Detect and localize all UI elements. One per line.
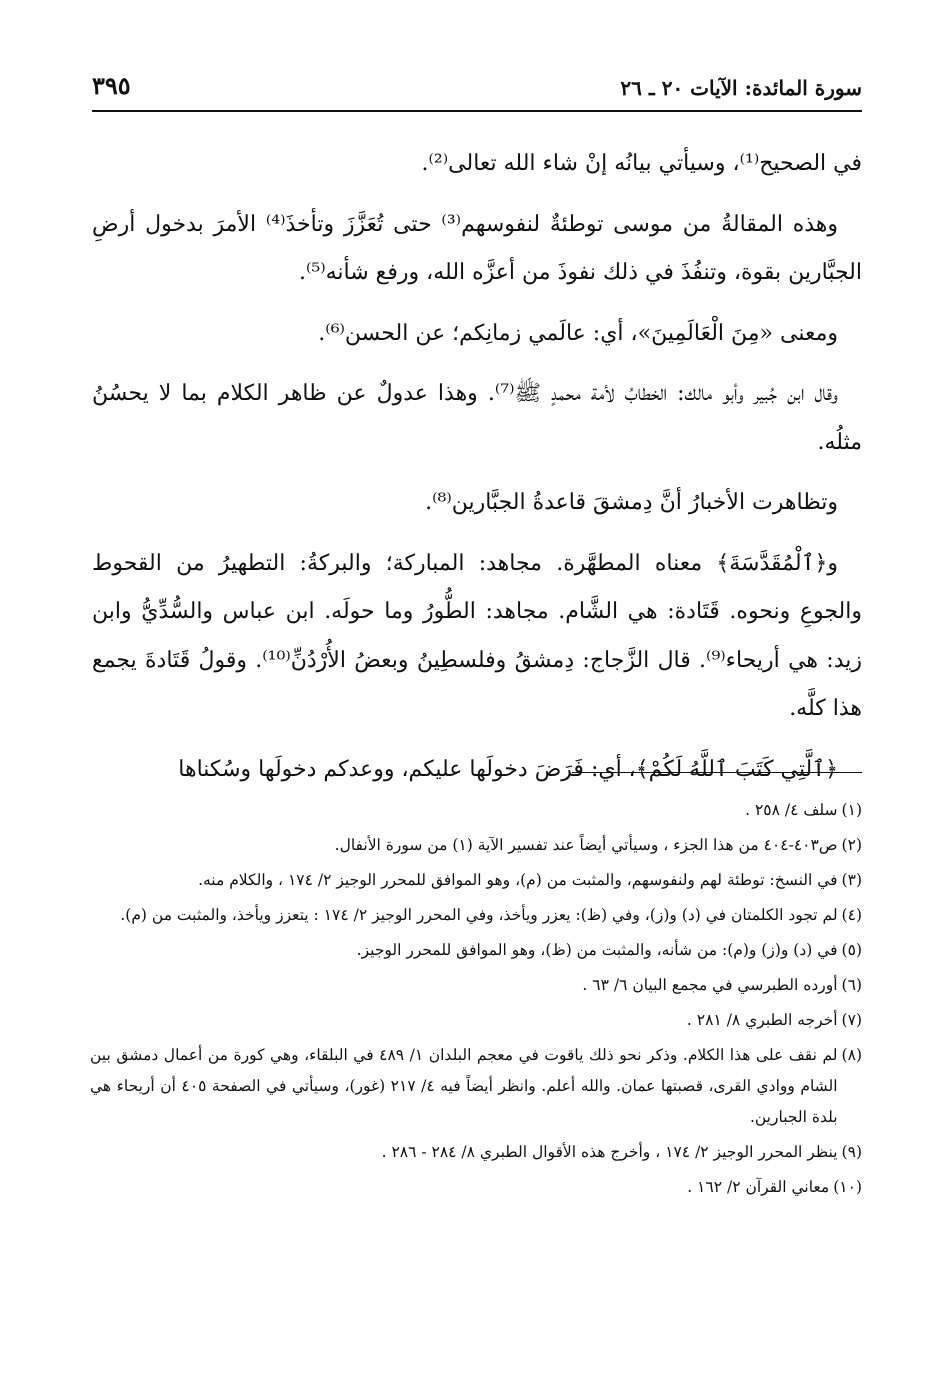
paragraph: وقال ابن جُبير وأبو مالك: الخطابُ لأمة محمدٍ ﷺ⁽⁷⁾. وهذا عدولٌ عن ظاهر الكلام بما لا يحسُنُ مثلُه.	[92, 381, 862, 455]
paragraph: وهذه المقالةُ من موسى توطئةٌ لنفوسهم⁽³⁾ حتى تُعَزَّزَ وتأخذَ⁽⁴⁾ الأمرَ بدخول أرضِ الجبَّارين بقوة، وتنفُذَ في ذلك نفوذَ من أعزَّه الله، ورفع شأنه⁽⁵⁾.	[92, 211, 862, 285]
footnotes	[90, 795, 862, 1207]
main-text	[92, 140, 862, 806]
footnote-number: (١)	[841, 801, 862, 819]
footnote-text: ص٤٠٣-٤٠٤ من هذا الجزء ، وسيأتي أيضاً عند تفسير الآية (١) من سورة الأنفال.	[334, 836, 838, 854]
footnote-number: (٣)	[841, 871, 862, 889]
header-title: سورة المائدة: الآيات ٢٠ ـ ٢٦	[620, 76, 862, 100]
footnote-text: معاني القرآن ٢/ ١٦٢ .	[687, 1178, 830, 1196]
footnote-text: أخرجه الطبري ٨/ ٢٨١ .	[686, 1011, 838, 1029]
footnote	[90, 900, 862, 931]
footnote-number: (٥)	[841, 941, 862, 959]
page-number: ٣٩٥	[92, 71, 131, 100]
paragraph: في الصحيح⁽¹⁾، وسيأتي بيانُه إنْ شاء الله تعالى⁽²⁾.	[421, 151, 862, 176]
footnote-number: (٢)	[841, 836, 862, 854]
header-rule	[92, 110, 862, 112]
running-header	[92, 62, 862, 100]
footnote-number: (٦)	[841, 976, 862, 994]
footnote	[90, 1040, 862, 1133]
footnote-text: أورده الطبرسي في مجمع البيان ٦/ ٦٣ .	[582, 976, 838, 994]
footnote-text: في النسخ: توطئة لهم ولنفوسهم، والمثبت من (م)، وهو الموافق للمحرر الوجيز ٢/ ١٧٤ ، والكلام منه.	[198, 871, 838, 889]
footnote	[90, 1005, 862, 1036]
paragraph: ﴿ٱلَّتِي كَتَبَ ٱللَّهُ لَكُمْ﴾، أي: فَرَضَ دخولَها عليكم، ووعدكم دخولَها وسُكناها	[178, 756, 838, 782]
footnote	[90, 1137, 862, 1168]
paragraph: ومعنى «مِنَ الْعَالَمِينَ»، أي: عالَمي زمانِكم؛ عن الحسن⁽⁶⁾.	[318, 320, 838, 346]
footnote	[90, 865, 862, 896]
footnote-text: لم تجود الكلمتان في (د) و(ز)، وفي (ظ): يعزر ويأخذ، وفي المحرر الوجيز ٢/ ١٧٤ : يتعزز ويأخذ، والمثبت من (م).	[120, 906, 838, 924]
footnote-separator	[572, 772, 862, 773]
footnote-text: ينظر المحرر الوجيز ٢/ ١٧٤ ، وأخرج هذه الأقوال الطبري ٨/ ٢٨٤ - ٢٨٦ .	[381, 1143, 838, 1161]
footnote-text: سلف ٤/ ٢٥٨ .	[745, 801, 838, 819]
footnote-number: (٩)	[841, 1143, 862, 1161]
footnote-number: (١٠)	[833, 1178, 862, 1196]
paragraph: و﴿ٱلْمُقَدَّسَةَ﴾ معناه المطهَّرة. مجاهد: المباركة؛ والبركةُ: التطهيرُ من القحوط والجوعِ ونحوه. قَتَادة: هي الشَّام. مجاهد: الطُّورُ وما حولَه. ابن عباس والسُّدِّيُّ وابن زيد: هي أريحاء⁽⁹⁾. قال الزَّجاج: دِمشقُ وفلسطِينُ وبعضُ الأُرْدُنِّ⁽¹⁰⁾. وقولُ قَتَادةَ يجمع هذا كلَّه.	[92, 550, 862, 721]
footnote	[90, 1172, 862, 1203]
footnote	[90, 935, 862, 966]
footnote-number: (٧)	[841, 1011, 862, 1029]
footnote	[90, 830, 862, 861]
footnote-number: (٨)	[841, 1046, 862, 1064]
footnote-text: في (د) و(ز) و(م): من شأنه، والمثبت من (ظ)، وهو الموافق للمحرر الوجيز.	[356, 941, 838, 959]
footnote	[90, 970, 862, 1001]
footnote-text: لم نقف على هذا الكلام. وذكر نحو ذلك ياقوت في معجم البلدان ١/ ٤٨٩ في البلقاء، وهي كورة من أعمال دمشق بين الشام ووادي القرى، قصبتها عمان. والله أعلم. وانظر أيضاً فيه ٤/ ٢١٧ (غور)، وسيأتي في الصفحة ٤٠٥ أن أريحاء هي بلدة الجبارين.	[90, 1046, 838, 1126]
paragraph: وتظاهرت الأخبارُ أنَّ دِمشقَ قاعدةُ الجبَّارين⁽⁸⁾.	[425, 490, 838, 515]
footnote	[90, 795, 862, 826]
footnote-number: (٤)	[841, 906, 862, 924]
